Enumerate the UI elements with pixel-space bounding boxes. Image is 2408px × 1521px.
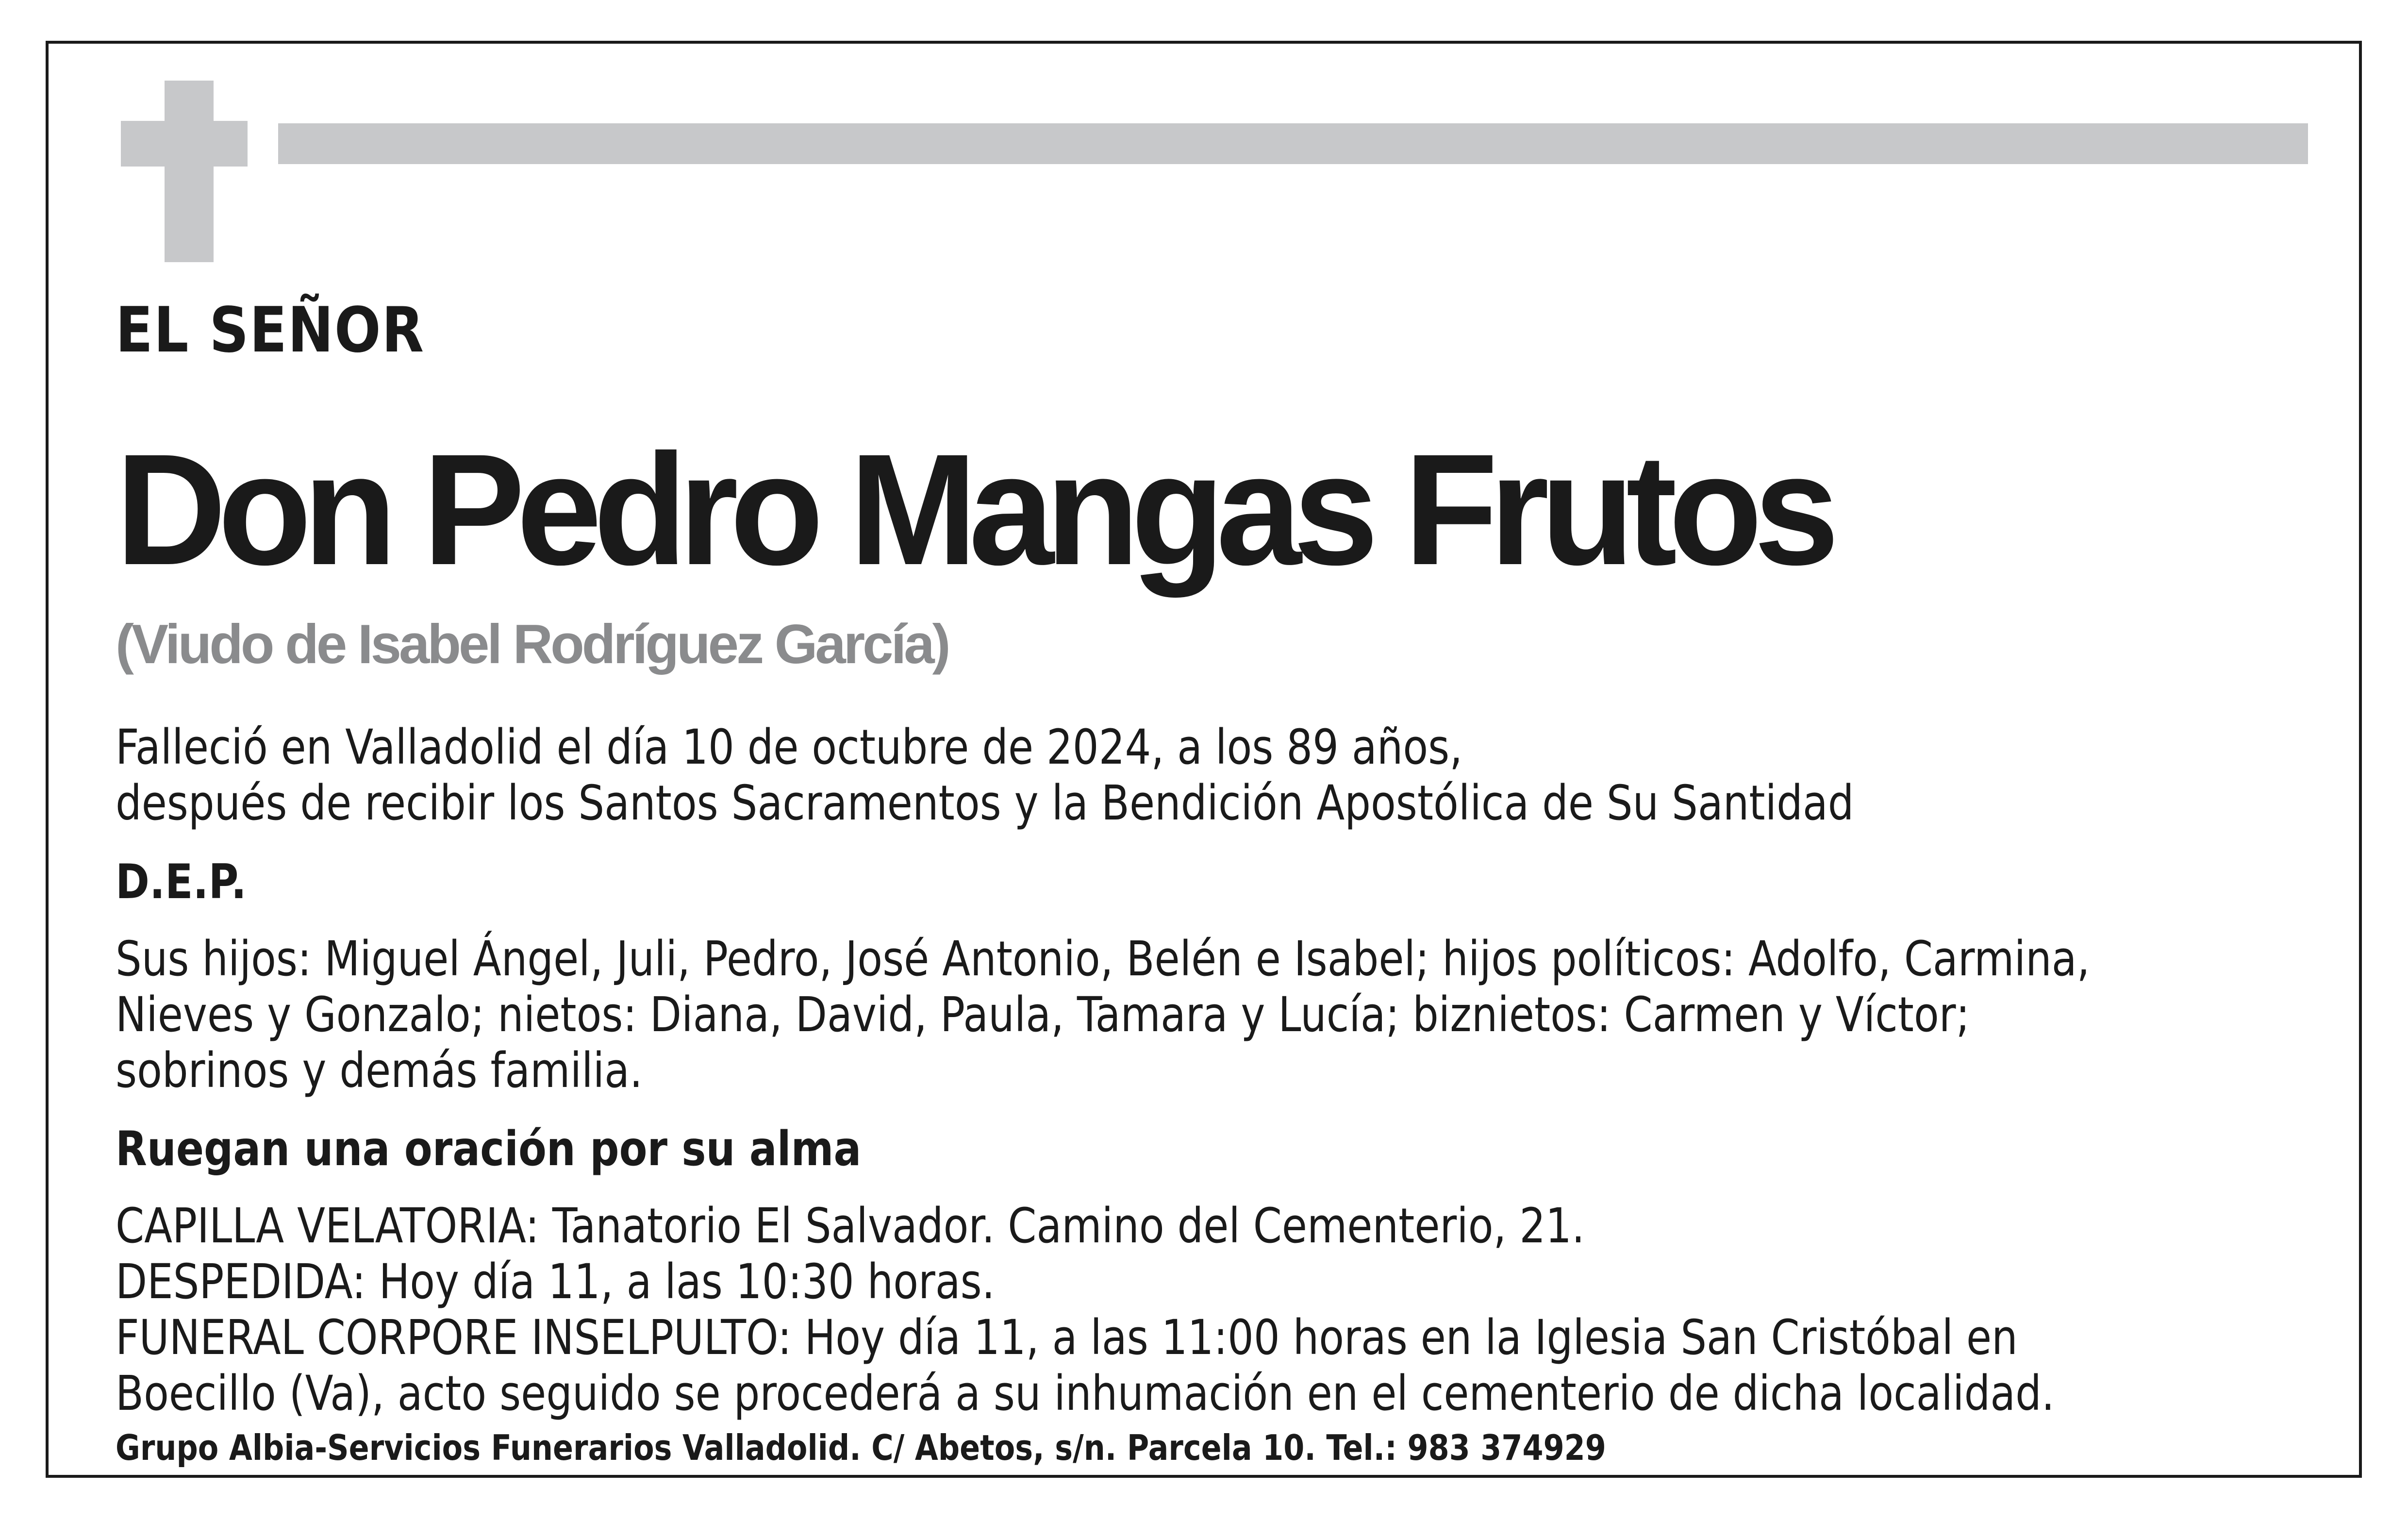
service-line: CAPILLA VELATORIA: Tanatorio El Salvador. Camino del Cementerio, 21. xyxy=(116,1198,1585,1254)
dep-label: D.E.P. xyxy=(116,854,247,910)
service-line: Boecillo (Va), acto seguido se procederá a su inhumación en el cementerio de dicha localidad. xyxy=(116,1366,2055,1421)
family-line: Sus hijos: Miguel Ángel, Juli, Pedro, José Antonio, Belén e Isabel; hijos políticos: Adolfo, Carmina, xyxy=(116,931,2090,987)
deceased-name: Don Pedro Mangas Frutos xyxy=(116,421,1831,598)
service-line: FUNERAL CORPORE INSELPULTO: Hoy día 11, a las 11:00 horas en la Iglesia San Cristóbal en xyxy=(116,1310,2018,1366)
header-rule xyxy=(278,123,2308,164)
widower-line: (Viudo de Isabel Rodríguez García) xyxy=(116,614,948,675)
death-line: Falleció en Valladolid el día 10 de octubre de 2024, a los 89 años, xyxy=(116,719,1463,775)
family-line: sobrinos y demás familia. xyxy=(116,1043,643,1099)
prayer-request: Ruegan una oración por su alma xyxy=(116,1121,862,1177)
cross-icon-arm xyxy=(121,121,248,167)
service-line: DESPEDIDA: Hoy día 11, a las 10:30 horas. xyxy=(116,1254,995,1310)
death-line: después de recibir los Santos Sacramentos y la Bendición Apostólica de Su Santidad xyxy=(116,775,1854,831)
funeral-home-footer: Grupo Albia-Servicios Funerarios Valladolid. C/ Abetos, s/n. Parcela 10. Tel.: 983 374929 xyxy=(116,1427,1606,1468)
family-line: Nieves y Gonzalo; nietos: Diana, David, Paula, Tamara y Lucía; biznietos: Carmen y Víctor; xyxy=(116,987,1970,1043)
cross-icon xyxy=(165,81,214,262)
heading-label: EL SEÑOR xyxy=(116,294,425,367)
